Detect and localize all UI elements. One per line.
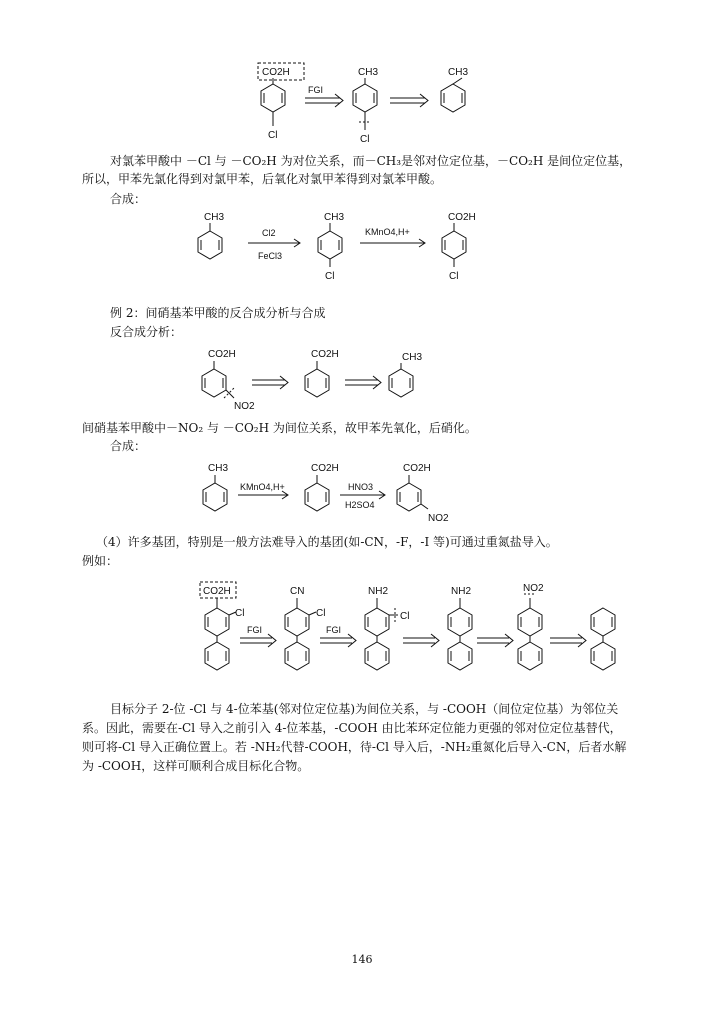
label-co2h: CO2H	[262, 67, 290, 78]
label-fgi: FGI	[247, 625, 262, 635]
label-fgi: FGI	[326, 625, 341, 635]
label-cl: Cl	[400, 611, 410, 622]
scheme-3-retrosynthesis	[190, 343, 430, 415]
label-nh2: NH2	[451, 586, 472, 597]
label-ch3: CH3	[204, 212, 225, 223]
reagent-label: KMnO4,H+	[365, 227, 410, 237]
label-ch3: CH3	[358, 67, 379, 78]
label-cn: CN	[290, 586, 305, 597]
paragraph-line: 则可将-Cl 导入正确位置上。若 -NH₂代替-COOH，待-Cl 导入后，-NH₂重氮化后导入-CN，后者水解	[82, 740, 627, 754]
paragraph-line: 所以，甲苯先氯化得到对氯甲苯，后氧化对氯甲苯得到对氯苯甲酸。	[82, 172, 443, 186]
paragraph-line: 目标分子 2-位 -Cl 与 4-位苯基(邻对位定位基)为间位关系，与 -COOH（间位定位基）为邻位关	[110, 702, 619, 716]
page-number: 146	[351, 953, 373, 966]
paragraph-line: 间硝基苯甲酸中－NO₂ 与 －CO₂H 为间位关系，故甲苯先氧化，后硝化。	[82, 421, 477, 435]
label-ch3: CH3	[402, 352, 423, 363]
reagent-label: KMnO4,H+	[240, 482, 285, 492]
label-cl: Cl	[449, 271, 459, 282]
label-fgi: FGI	[308, 85, 323, 95]
reagent-label: FeCl3	[258, 251, 283, 261]
section-label: 合成：	[110, 439, 147, 453]
example-title: 例 2：间硝基苯甲酸的反合成分析与合成	[110, 306, 326, 320]
paragraph-line: 为 -COOH，这样可顺利合成目标化合物。	[82, 759, 310, 773]
label-cl: Cl	[316, 608, 326, 619]
label-co2h: CO2H	[448, 212, 476, 223]
label-no2: NO2	[428, 513, 449, 524]
section-label: 合成：	[110, 192, 147, 206]
label-co2h: CO2H	[311, 463, 339, 474]
scheme-2-synthesis	[190, 205, 490, 287]
scheme-1-retrosynthesis	[240, 58, 490, 148]
reagent-label: H2SO4	[345, 500, 375, 510]
reagent-label: HNO3	[348, 482, 374, 492]
label-co2h: CO2H	[203, 586, 231, 597]
paragraph-line: 系。因此，需要在-Cl 导入之前引入 4-位苯基，-COOH 由比苯环定位能力更强的邻对位定位基替代，	[82, 721, 622, 735]
label-cl: Cl	[268, 130, 278, 141]
scheme-4-synthesis	[190, 457, 470, 527]
paragraph-line: （4）许多基团，特别是一般方法难导入的基团(如-CN，-F，-I 等)可通过重氮盐导入。	[96, 535, 558, 549]
scheme-5-retrosynthesis	[190, 578, 620, 690]
section-label: 反合成分析：	[110, 325, 183, 339]
label-no2: NO2	[234, 401, 255, 412]
label-ch3: CH3	[448, 67, 469, 78]
label-no2: NO2	[523, 583, 544, 594]
label-ch3: CH3	[324, 212, 345, 223]
label-co2h: CO2H	[403, 463, 431, 474]
label-co2h: CO2H	[208, 349, 236, 360]
label-nh2: NH2	[368, 586, 389, 597]
label-cl: Cl	[235, 608, 245, 619]
label-cl: Cl	[325, 271, 335, 282]
paragraph-line: 例如：	[82, 554, 119, 568]
paragraph-line: 对氯苯甲酸中 －Cl 与 －CO₂H 为对位关系，而－CH₃是邻对位定位基，－CO₂H 是间位定位基，	[110, 154, 632, 168]
reagent-label: Cl2	[262, 228, 276, 238]
label-ch3: CH3	[208, 463, 229, 474]
label-co2h: CO2H	[311, 349, 339, 360]
label-cl: Cl	[360, 134, 370, 145]
